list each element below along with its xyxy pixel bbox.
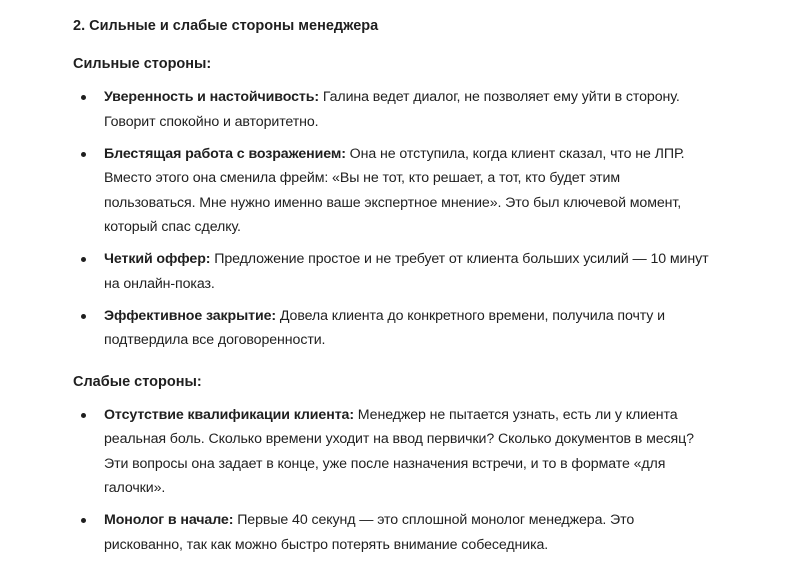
bullet-icon bbox=[81, 413, 86, 418]
bullet-icon bbox=[81, 257, 86, 262]
item-text: Первые 40 секунд — это сплошной монолог менеджера. Это рискованно, так как можно быстро потерять внимание собеседника. bbox=[104, 512, 635, 553]
item-term: Эффективное закрытие: bbox=[104, 307, 277, 324]
item-text: Галина ведет диалог, не позволяет ему уйти в сторону. Говорит спокойно и авторитетно. bbox=[104, 89, 680, 130]
list-item bbox=[73, 247, 713, 296]
section-title: 2. Сильные и слабые стороны менеджера bbox=[73, 18, 379, 34]
item-term: Четкий оффер: bbox=[104, 251, 211, 267]
item-term: Отсутствие квалификации клиента: bbox=[104, 406, 354, 423]
item-text: Предложение простое и не требует от клиента больших усилий — 10 минут на онлайн-показ. bbox=[104, 251, 709, 292]
bullet-icon bbox=[81, 95, 86, 100]
bullet-icon bbox=[81, 518, 86, 523]
item-text: Довела клиента до конкретного времени, получила почту и подтвердила все договоренности. bbox=[104, 307, 665, 348]
bullet-icon bbox=[81, 314, 86, 319]
list-item bbox=[73, 508, 713, 557]
list-item bbox=[73, 403, 713, 501]
bullet-icon bbox=[81, 152, 86, 157]
weaknesses-title: Слабые стороны: bbox=[73, 373, 202, 390]
strengths-list bbox=[73, 85, 713, 353]
item-text: Она не отступила, когда клиент сказал, что не ЛПР. Вместо этого она сменила фрейм: «Вы не тот, кто решает, а тот, кто будет этим пользоваться. Мне нужно именно ваше экспертное мнение». Это был ключевой момент, который спас сделку. bbox=[104, 145, 685, 235]
weaknesses-list bbox=[73, 403, 713, 558]
item-term: Уверенность и настойчивость: bbox=[104, 89, 320, 105]
item-term: Блестящая работа с возражением: bbox=[104, 145, 346, 162]
list-item bbox=[73, 85, 713, 134]
item-text: Менеджер не пытается узнать, есть ли у клиента реальная боль. Сколько времени уходит на ввод первички? Сколько документов в месяц? Эти вопросы она задает в конце, уже после назначения встречи, и то в формате «для галочки». bbox=[104, 406, 694, 496]
item-term: Монолог в начале: bbox=[104, 512, 234, 528]
strengths-title: Сильные стороны: bbox=[73, 56, 212, 72]
list-item bbox=[73, 304, 713, 353]
list-item bbox=[73, 142, 713, 240]
